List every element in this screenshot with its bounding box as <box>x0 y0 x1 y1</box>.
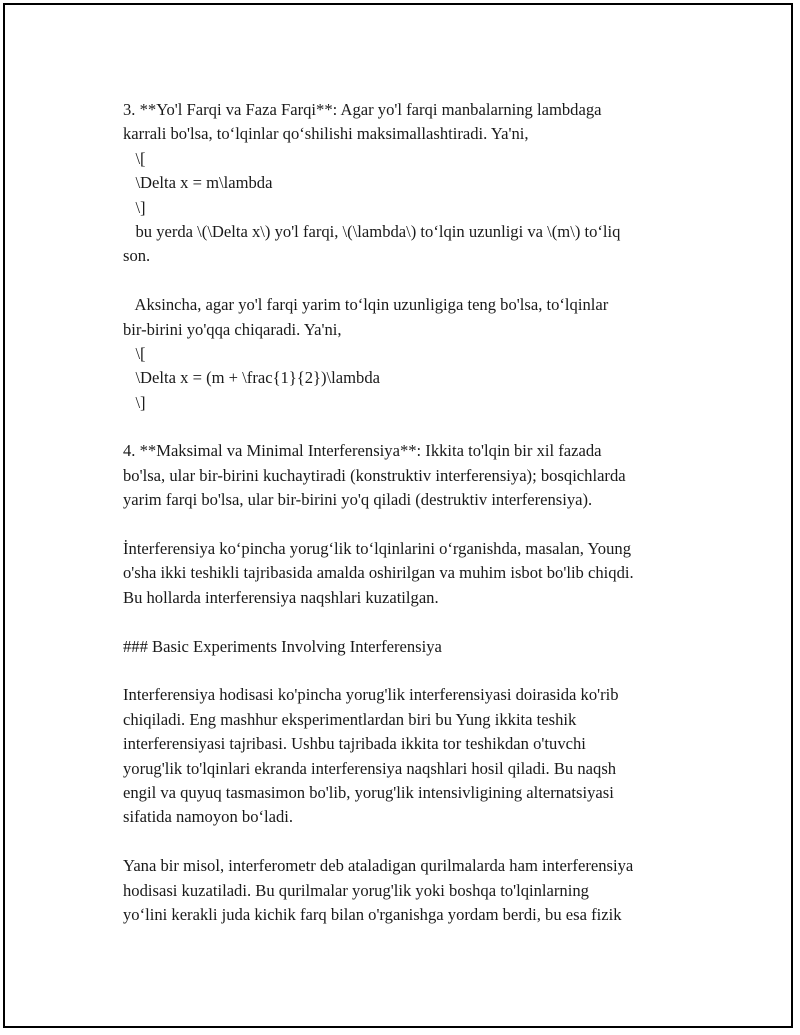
formula-close-bracket: \] <box>123 392 146 412</box>
text-line: hodisasi kuzatiladi. Bu qurilmalar yorug'lik yoki boshqa to'lqinlarning <box>123 880 589 900</box>
paragraph-gap <box>123 269 703 293</box>
paragraph-gap <box>123 659 703 683</box>
paragraph-experiments <box>123 683 703 829</box>
paragraph-gap <box>123 830 703 854</box>
paragraph-aksincha <box>123 293 703 415</box>
text-line: bo'lsa, ular bir-birini kuchaytiradi (konstruktiv interferensiya); bosqichlarda <box>123 465 626 485</box>
text-line: karrali bo'lsa, to‘lqinlar qo‘shilishi maksimallashtiradi. Ya'ni, <box>123 124 529 144</box>
text-line: Yana bir misol, interferometr deb ataladigan qurilmalarda ham interferensiya <box>123 856 634 876</box>
text-line: son. <box>123 246 151 266</box>
heading-line: ### Basic Experiments Involving Interferensiya <box>123 636 442 656</box>
paragraph-gap <box>123 415 703 439</box>
text-line: Interferensiya hodisasi ko'pincha yorug'lik interferensiyasi doirasida ko'rib <box>123 685 619 705</box>
paragraph-gap <box>123 513 703 537</box>
formula-line: \Delta x = (m + \frac{1}{2})\lambda <box>123 368 381 388</box>
text-line: yorug'lik to'lqinlari ekranda interferensiya naqshlari hosil qiladi. Bu naqsh <box>123 758 617 778</box>
text-line: interferensiyasi tajribasi. Ushbu tajribada ikkita tor teshikdan o'tuvchi <box>123 734 586 754</box>
formula-open-bracket: \[ <box>123 343 146 363</box>
text-line: Aksincha, agar yo'l farqi yarim to‘lqin uzunligiga teng bo'lsa, to‘lqinlar <box>123 295 609 315</box>
paragraph-interferometr <box>123 854 703 927</box>
text-line: bir-birini yo'qqa chiqaradi. Ya'ni, <box>123 319 342 339</box>
text-line: engil va quyuq tasmasimon bo'lib, yorug'lik intensivligining alternatsiyasi <box>123 782 614 802</box>
document-body <box>123 98 703 927</box>
paragraph-point-4 <box>123 439 703 512</box>
text-line: o'sha ikki teshikli tajribasida amalda oshirilgan va muhim isbot bo'lib chiqdi. <box>123 563 634 583</box>
formula-line: \Delta x = m\lambda <box>123 173 273 193</box>
text-line: yarim farqi bo'lsa, ular bir-birini yo'q qiladi (destruktiv interferensiya). <box>123 490 593 510</box>
text-line: İnterferensiya ko‘pincha yorug‘lik to‘lqinlarini o‘rganishda, masalan, Young <box>123 539 631 559</box>
text-line: yo‘lini kerakli juda kichik farq bilan o'rganishga yordam berdi, bu esa fizik <box>123 904 622 924</box>
text-line: 4. **Maksimal va Minimal Interferensiya**: Ikkita to'lqin bir xil fazada <box>123 441 602 461</box>
paragraph-gap <box>123 610 703 634</box>
text-line: chiqiladi. Eng mashhur eksperimentlardan biri bu Yung ikkita teshik <box>123 709 577 729</box>
text-line: Bu hollarda interferensiya naqshlari kuzatilgan. <box>123 587 439 607</box>
formula-close-bracket: \] <box>123 197 146 217</box>
text-line: bu yerda \(\Delta x\) yo'l farqi, \(\lambda\) to‘lqin uzunligi va \(m\) to‘liq <box>123 221 621 241</box>
text-line: sifatida namoyon bo‘ladi. <box>123 807 294 827</box>
paragraph-young <box>123 537 703 610</box>
text-line: 3. **Yo'l Farqi va Faza Farqi**: Agar yo'l farqi manbalarning lambdaga <box>123 100 602 119</box>
page-frame <box>3 3 793 1028</box>
paragraph-point-3 <box>123 98 703 269</box>
section-heading <box>123 635 703 659</box>
formula-open-bracket: \[ <box>123 148 146 168</box>
